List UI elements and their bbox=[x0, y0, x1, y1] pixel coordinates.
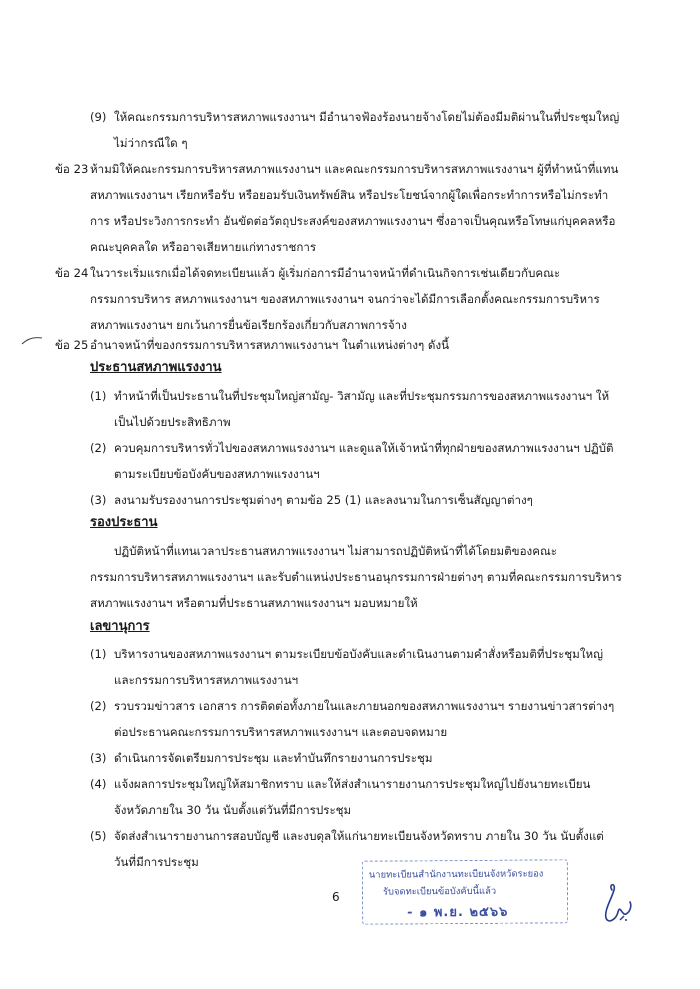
item-number: (2) bbox=[90, 699, 107, 713]
item-number: (5) bbox=[90, 829, 107, 843]
clause-text: ในวาระเริ่มแรกเมื่อได้จดทะเบียนแล้ว ผู้เริ่มก่อการมีอำนาจหน้าที่ดำเนินกิจการเช่นเดียวกับคณะ bbox=[90, 266, 561, 280]
item-number: (1) bbox=[90, 647, 107, 661]
item-text: บริหารงานของสหภาพแรงงานฯ ตามระเบียบข้อบังคับและดำเนินงานตามคำสั่งหรือมติที่ประชุมใหญ่ bbox=[114, 647, 604, 661]
clause-text: สหภาพแรงงานฯ เรียกหรือรับ หรือยอมรับเงินทรัพย์สิน หรือประโยชน์จากผู้ใดเพื่อกระทำการหรือไม่กระทำ bbox=[90, 188, 609, 202]
item-text: แจ้งผลการประชุมใหญ่ให้สมาชิกทราบ และให้ส่งสำเนารายงานการประชุมใหญ่ไปยังนายทะเบียน bbox=[114, 777, 591, 791]
clause-text: การ หรือประวิงการกระทำ อันขัดต่อวัตถุประสงค์ของสหภาพแรงงานฯ ซึ่งอาจเป็นคุณหรือโทษแก่บุคคลหรือ bbox=[90, 214, 616, 228]
clause-text: ห้ามมิให้คณะกรรมการบริหารสหภาพแรงงานฯ และคณะกรรมการบริหารสหภาพแรงงานฯ ผู้ที่ทำหน้าที่แทน bbox=[90, 162, 619, 176]
item-number: (3) bbox=[90, 751, 107, 765]
paragraph-text: ปฏิบัติหน้าที่แทนเวลาประธานสหภาพแรงงานฯ ไม่สามารถปฏิบัติหน้าที่ได้โดยมติของคณะ bbox=[114, 544, 557, 558]
section-heading-president: ประธานสหภาพแรงงาน bbox=[90, 360, 222, 375]
margin-mark bbox=[20, 334, 44, 346]
clause-text: คณะบุคคลใด หรืออาจเสียหายแก่ทางราชการ bbox=[90, 240, 317, 254]
registration-stamp bbox=[362, 859, 568, 924]
stamp-date: - ๑ พ.ย. ๒๕๖๖ bbox=[407, 904, 509, 921]
item-text: ดำเนินการจัดเตรียมการประชุม และทำบันทึกรายงานการประชุม bbox=[114, 751, 433, 765]
clause-text: สหภาพแรงงานฯ ยกเว้นการยื่นข้อเรียกร้องเกี่ยวกับสภาพการจ้าง bbox=[90, 318, 407, 332]
paragraph-text: สหภาพแรงงานฯ หรือตามที่ประธานสหภาพแรงงานฯ มอบหมายให้ bbox=[90, 596, 418, 610]
item-text: เป็นไปด้วยประสิทธิภาพ bbox=[114, 415, 231, 429]
item-number: (9) bbox=[90, 110, 107, 124]
clause-label: ข้อ 24 bbox=[55, 266, 89, 280]
item-text: รวบรวมข่าวสาร เอกสาร การติดต่อทั้งภายในและภายนอกของสหภาพแรงงานฯ รายงานข่าวสารต่างๆ bbox=[114, 699, 615, 713]
paragraph-text: กรรมการบริหารสหภาพแรงงานฯ และรับตำแหน่งประธานอนุกรรมการฝ่ายต่างๆ ตามที่คณะกรรมการบริหาร bbox=[90, 570, 622, 584]
section-heading-vice-president: รองประธาน bbox=[90, 515, 158, 530]
item-text: ไม่ว่ากรณีใด ๆ bbox=[114, 136, 188, 150]
signature-icon bbox=[590, 880, 640, 928]
item-text: ทำหน้าที่เป็นประธานในที่ประชุมใหญ่สามัญ- วิสามัญ และที่ประชุมกรรมการของสหภาพแรงงานฯ ให้ bbox=[114, 389, 610, 403]
item-text: ควบคุมการบริหารทั่วไปของสหภาพแรงงานฯ และดูแลให้เจ้าหน้าที่ทุกฝ่ายของสหภาพแรงงานฯ ปฏิบัติ bbox=[114, 441, 614, 455]
clause-label: ข้อ 25 bbox=[55, 338, 89, 352]
item-text: ต่อประธานคณะกรรมการบริหารสหภาพแรงงานฯ และตอบจดหมาย bbox=[114, 725, 448, 739]
section-heading-secretary: เลขานุการ bbox=[90, 619, 150, 634]
item-text: จัดส่งสำเนารายงานการสอบบัญชี และงบดุลให้แก่นายทะเบียนจังหวัดทราบ ภายใน 30 วัน นับตั้งแต่ bbox=[114, 829, 604, 843]
item-text: จังหวัดภายใน 30 วัน นับตั้งแต่วันที่มีการประชุม bbox=[114, 803, 352, 817]
clause-text: กรรมการบริหาร สหภาพแรงงานฯ ของสหภาพแรงงานฯ จนกว่าจะได้มีการเลือกตั้งคณะกรรมการบริหาร bbox=[90, 292, 600, 306]
item-text: วันที่มีการประชุม bbox=[114, 855, 199, 869]
stamp-line: นายทะเบียนสำนักงานทะเบียนจังหวัดระยอง bbox=[368, 868, 544, 881]
item-text: ให้คณะกรรมการบริหารสหภาพแรงงานฯ มีอำนาจฟ้องร้องนายจ้างโดยไม่ต้องมีมติผ่านในที่ประชุมใหญ่ bbox=[114, 110, 620, 124]
page-number: 6 bbox=[332, 890, 340, 904]
clause-label: ข้อ 23 bbox=[55, 162, 89, 176]
item-number: (4) bbox=[90, 777, 107, 791]
item-text: ตามระเบียบข้อบังคับของสหภาพแรงงานฯ bbox=[114, 467, 320, 481]
item-number: (1) bbox=[90, 389, 107, 403]
item-number: (3) bbox=[90, 493, 107, 507]
item-number: (2) bbox=[90, 441, 107, 455]
clause-text: อำนาจหน้าที่ของกรรมการบริหารสหภาพแรงงานฯ ในตำแหน่งต่างๆ ดังนี้ bbox=[90, 338, 450, 352]
stamp-line: รับจดทะเบียนข้อบังคับนี้แล้ว bbox=[382, 885, 497, 898]
item-text: และกรรมการบริหารสหภาพแรงงานฯ bbox=[114, 673, 299, 687]
item-text: ลงนามรับรองงานการประชุมต่างๆ ตามข้อ 25 (1) และลงนามในการเซ็นสัญญาต่างๆ bbox=[114, 493, 533, 507]
